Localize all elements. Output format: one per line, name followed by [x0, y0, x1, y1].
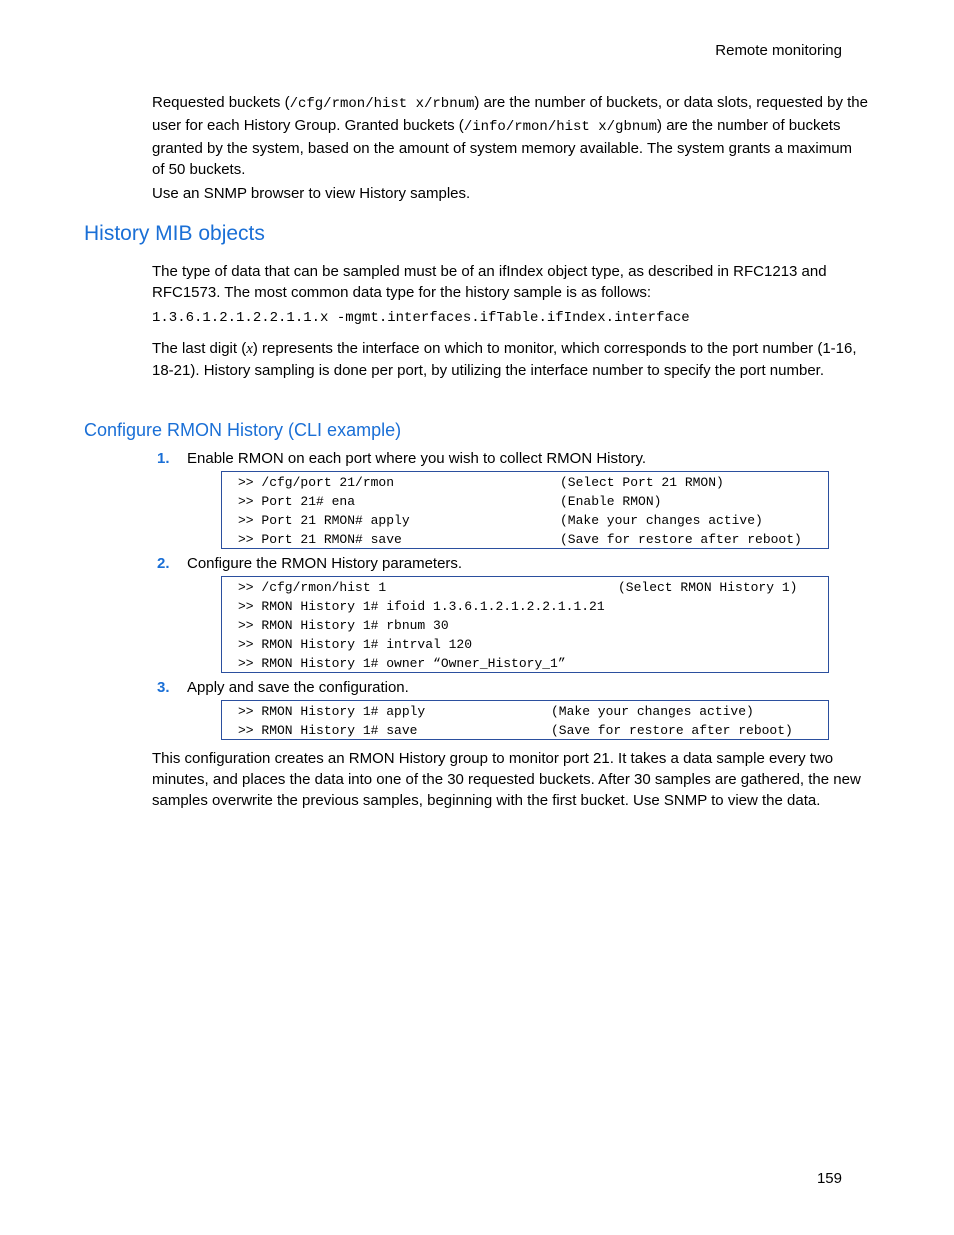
command-text: >> Port 21 RMON# apply [238, 513, 410, 528]
comment-text: (Make your changes active) [551, 704, 754, 719]
text-run: ) are the number of buckets granted by the system, based on the amount of system memory available. The system grants a maximum of 50 buckets. [152, 117, 853, 178]
code-line [230, 721, 828, 740]
text-run: ) are the number of buckets, or data slots, requested by the user for each History Group. Granted buckets ( [152, 94, 868, 134]
subsection-heading: Configure RMON History (CLI example) [84, 420, 402, 440]
code-line [230, 616, 828, 635]
inline-code-gbnum: /info/rmon/hist x/gbnum [463, 119, 658, 135]
code-line [230, 492, 828, 511]
running-head: Remote monitoring [715, 42, 842, 59]
comment-text: (Enable RMON) [560, 494, 662, 509]
comment-text: (Select RMON History 1) [618, 580, 798, 595]
text-run: The last digit ( [152, 340, 247, 357]
command-text: >> /cfg/port 21/rmon [238, 475, 395, 490]
command-text: >> RMON History 1# apply [238, 704, 426, 719]
text-run: ) represents the interface on which to monitor, which corresponds to the port number (1-16, 18-21). History sampling is done per port, by utilizing the interface number to specify the port number. [152, 340, 857, 379]
code-line [230, 597, 828, 616]
code-line [230, 578, 828, 597]
command-text: >> RMON History 1# intrval 120 [238, 637, 473, 652]
step-text: Configure the RMON History parameters. [187, 555, 463, 572]
inline-code-rbnum: /cfg/rmon/hist x/rbnum [289, 96, 475, 112]
page-number: 159 [816, 1170, 842, 1187]
code-line [230, 654, 828, 673]
code-block [221, 576, 829, 673]
step-text: Enable RMON on each port where you wish to collect RMON History. [187, 450, 647, 467]
command-text: >> RMON History 1# ifoid 1.3.6.1.2.1.2.2.1.1.21 [238, 599, 605, 614]
code-block [221, 700, 829, 740]
intro-paragraph [152, 92, 868, 180]
comment-text: (Select Port 21 RMON) [560, 475, 724, 490]
command-text: >> Port 21# ena [238, 494, 356, 509]
step-text: Apply and save the configuration. [187, 679, 409, 696]
oid-code-line: 1.3.6.1.2.1.2.2.1.1.x -mgmt.interfaces.ifTable.ifIndex.interface [152, 310, 690, 326]
closing-paragraph: This configuration creates an RMON History group to monitor port 21. It takes a data sample every two minutes, and places the data into one of the 30 requested buckets. After 30 samples are gathered, the new samples overwrite the previous samples, beginning with the first bucket. Use SNMP to view the data. [152, 750, 861, 809]
command-text: >> Port 21 RMON# save [238, 532, 402, 547]
code-line [230, 702, 828, 721]
last-digit-paragraph [152, 338, 868, 381]
text-run: Requested buckets ( [152, 94, 290, 111]
data-type-paragraph: The type of data that can be sampled must be of an ifIndex object type, as described in RFC1213 and RFC1573. The most common data type for the history sample is as follows: [152, 263, 827, 301]
command-text: >> RMON History 1# owner “Owner_History_1” [238, 656, 566, 671]
snmp-browser-paragraph: Use an SNMP browser to view History samples. [152, 185, 471, 202]
section-heading: History MIB objects [84, 222, 265, 245]
code-line [230, 530, 828, 549]
code-line [230, 635, 828, 654]
step-number: 3. [157, 679, 170, 696]
command-text: >> /cfg/rmon/hist 1 [238, 580, 387, 595]
comment-text: (Save for restore after reboot) [551, 723, 793, 738]
command-text: >> RMON History 1# rbnum 30 [238, 618, 449, 633]
command-text: >> RMON History 1# save [238, 723, 418, 738]
step-number: 1. [157, 450, 170, 467]
variable-x: x [246, 341, 253, 357]
code-block [221, 471, 829, 549]
step-number: 2. [157, 555, 170, 572]
comment-text: (Save for restore after reboot) [560, 532, 802, 547]
code-line [230, 511, 828, 530]
code-line [230, 473, 828, 492]
comment-text: (Make your changes active) [560, 513, 763, 528]
